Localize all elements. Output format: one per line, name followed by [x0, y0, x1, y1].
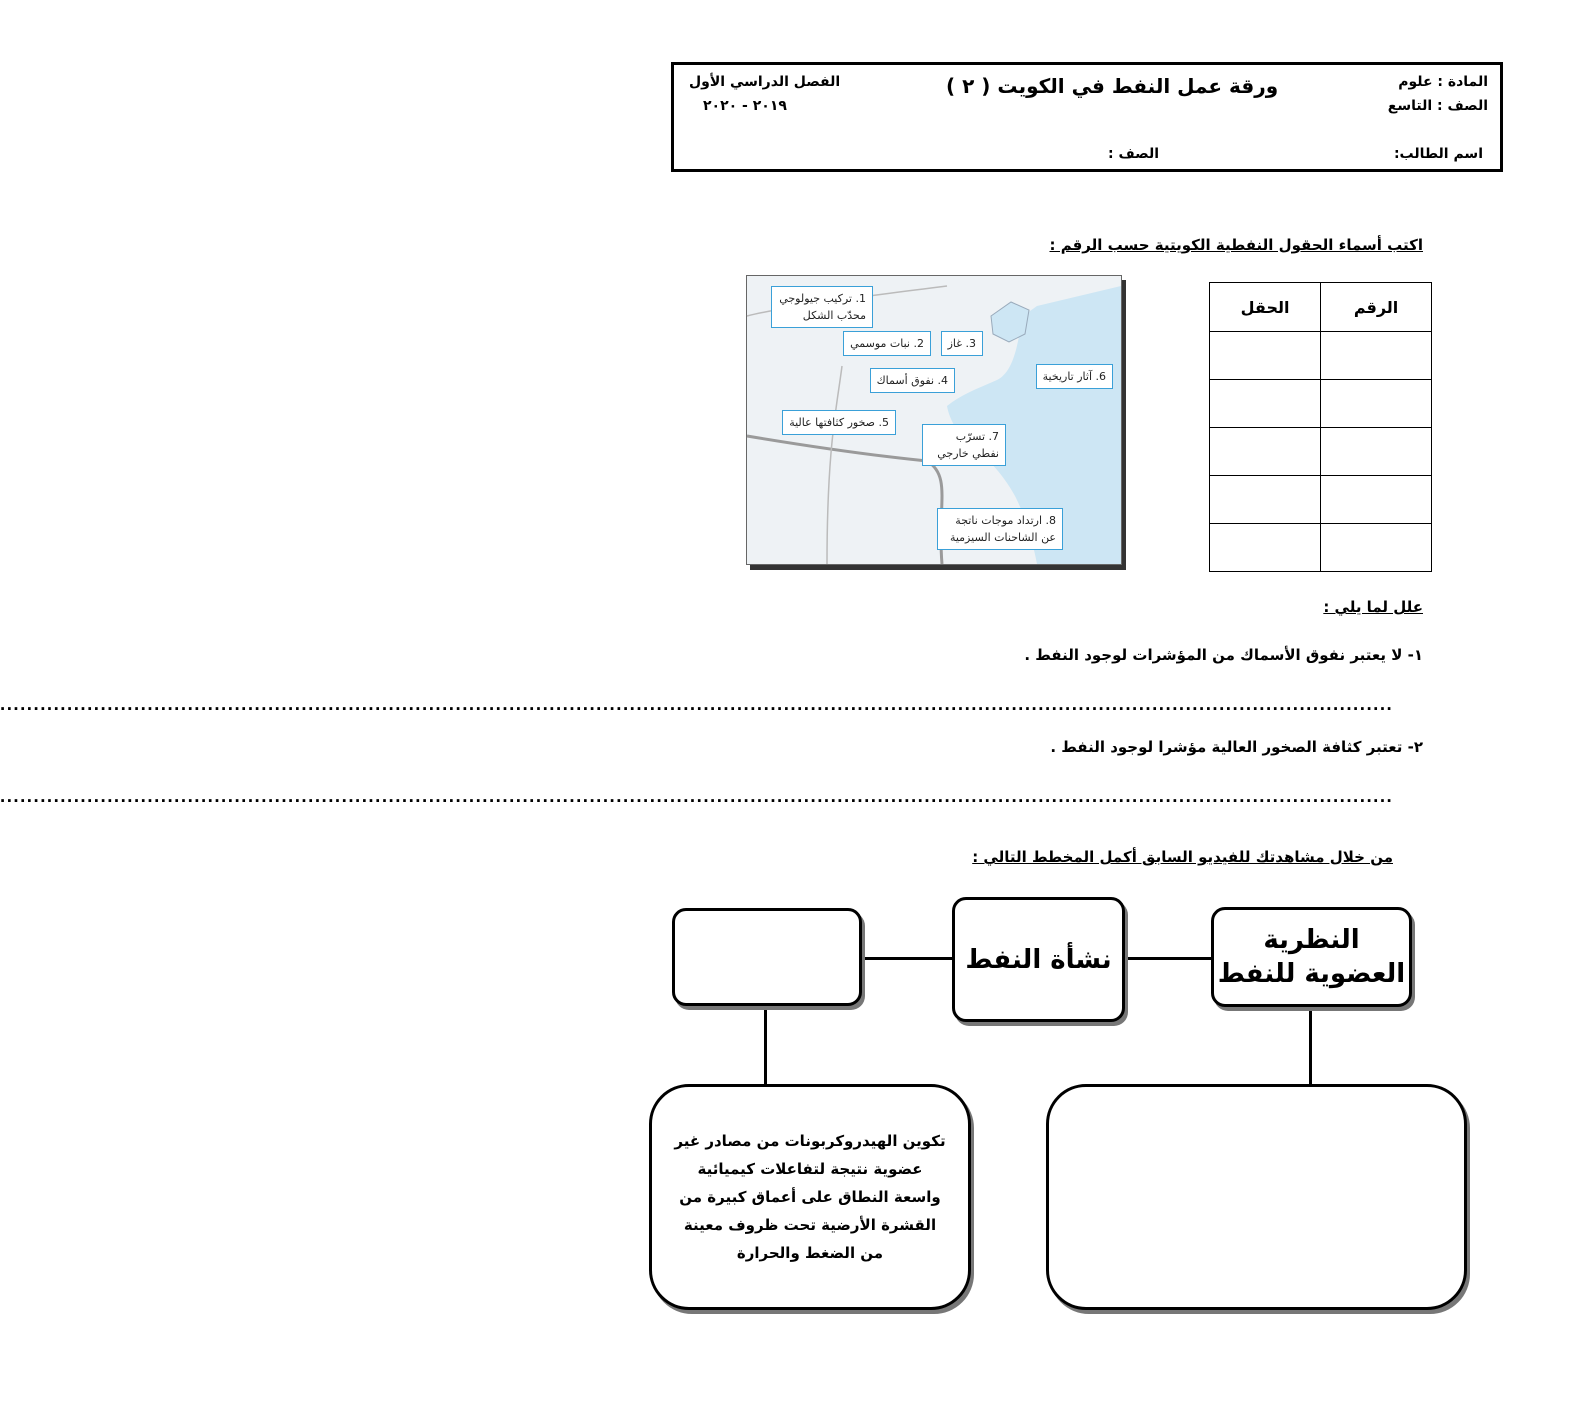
map-callout-2: 2. نبات موسمي	[843, 331, 931, 356]
worksheet-title: ورقة عمل النفط في الكويت ( ٢ )	[946, 74, 1279, 98]
grade-label: الصف : التاسع	[1387, 98, 1488, 114]
instruction-diagram: من خلال مشاهدتك للفيديو السابق أكمل المخطط التالي :	[972, 848, 1393, 866]
table-cell[interactable]	[1210, 524, 1321, 572]
table-cell[interactable]	[1321, 380, 1432, 428]
question-2: ٢- تعتبر كثافة الصخور العالية مؤشرا لوجود النفط .	[1050, 738, 1423, 756]
table-row	[1210, 524, 1432, 572]
table-row	[1210, 428, 1432, 476]
answer-line-2[interactable]: ................................................................................................................................................................................................................	[0, 788, 1393, 806]
map-callout-7: 7. تسرّب نفطي خارجي	[922, 424, 1006, 466]
kuwait-map	[746, 275, 1122, 565]
map-callout-6: 6. آثار تاريخية	[1036, 364, 1113, 389]
diagram-box-inorganic-definition	[649, 1084, 971, 1310]
instruction-explain: علل لما يلي :	[1323, 598, 1423, 616]
organic-theory-line1: النظرية	[1263, 925, 1360, 955]
year-label: ٢٠١٩ - ٢٠٢٠	[703, 98, 787, 114]
connector-line	[1309, 1005, 1312, 1085]
map-callout-1: 1. تركيب جيولوجي محدّب الشكل	[771, 286, 873, 328]
table-cell[interactable]	[1321, 476, 1432, 524]
instruction-fields: اكتب أسماء الحقول النفطية الكويتية حسب الرقم :	[1049, 236, 1423, 254]
inorganic-definition-text: تكوين الهيدروكربونات من مصادر غير عضوية نتيجة لتفاعلات كيميائية واسعة النطاق على أعماق كبيرة من القشرة الأرضية تحت ظروف معينة من الضغط والحرارة	[674, 1132, 946, 1262]
table-header-field: الحقل	[1210, 283, 1321, 332]
table-cell[interactable]	[1321, 332, 1432, 380]
map-callout-8: 8. ارتداد موجات ناتجة عن الشاحنات السيزمية	[937, 508, 1063, 550]
table-row	[1210, 332, 1432, 380]
table-row	[1210, 380, 1432, 428]
student-name-label: اسم الطالب:	[1393, 146, 1483, 162]
term-label: الفصل الدراسي الأول	[689, 74, 841, 90]
subject-label: المادة : علوم	[1398, 74, 1488, 90]
map-callout-3: 3. غاز	[941, 331, 983, 356]
diagram-box-organic-definition[interactable]	[1046, 1084, 1467, 1310]
diagram-box-blank[interactable]	[672, 908, 862, 1006]
table-cell[interactable]	[1321, 524, 1432, 572]
map-callout-4: 4. نفوق أسماك	[870, 368, 955, 393]
map-callout-5: 5. صخور كثافتها عالية	[782, 410, 896, 435]
table-row	[1210, 476, 1432, 524]
answer-line-1[interactable]: ................................................................................................................................................................................................................	[0, 696, 1393, 714]
origin-label: نشأة النفط	[965, 944, 1112, 975]
table-cell[interactable]	[1321, 428, 1432, 476]
class-label: الصف :	[1108, 146, 1159, 162]
connector-line	[861, 957, 955, 960]
diagram-box-organic-theory	[1211, 907, 1412, 1007]
table-cell[interactable]	[1210, 380, 1321, 428]
table-header-number: الرقم	[1321, 283, 1432, 332]
table-cell[interactable]	[1210, 428, 1321, 476]
table-cell[interactable]	[1210, 476, 1321, 524]
table-cell[interactable]	[1210, 332, 1321, 380]
connector-line	[764, 1005, 767, 1087]
fields-table	[1209, 282, 1432, 572]
question-1: ١- لا يعتبر نفوق الأسماك من المؤشرات لوجود النفط .	[1024, 646, 1423, 664]
diagram-box-origin	[952, 897, 1125, 1022]
connector-line	[1124, 957, 1214, 960]
organic-theory-line2: العضوية للنفط	[1217, 959, 1406, 989]
